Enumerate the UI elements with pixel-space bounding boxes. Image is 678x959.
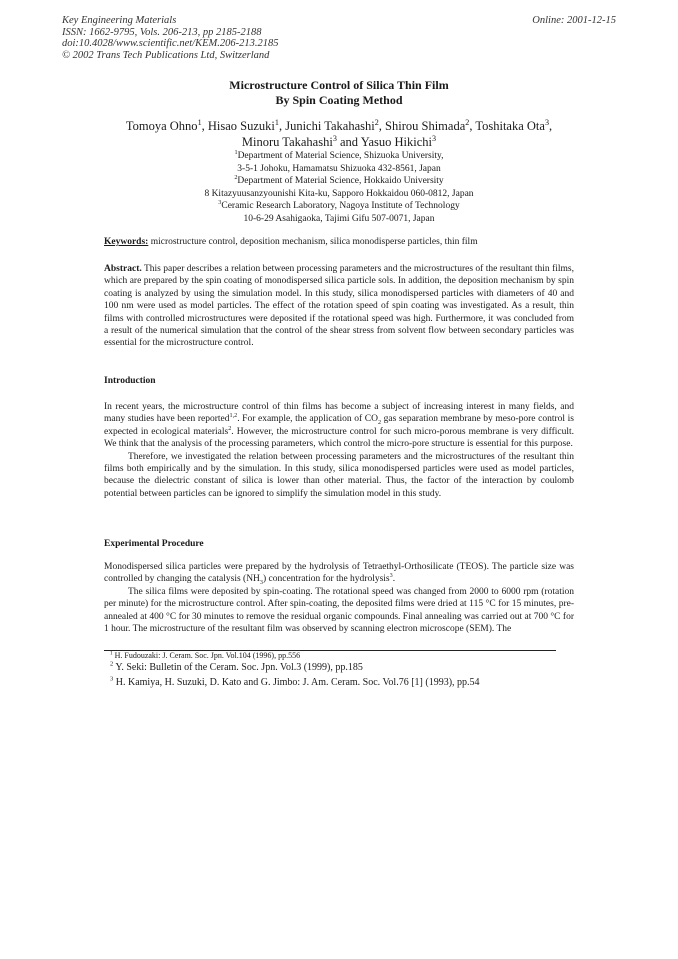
title-line-2: By Spin Coating Method: [275, 92, 403, 107]
keywords-text: microstructure control, deposition mechanism, silica monodisperse particles, thin film: [148, 237, 478, 247]
author: Minoru Takahashi$^3$ and: [241, 133, 361, 149]
journal-name: Key Engineering Materials: [62, 15, 177, 26]
abstract-label: Abstract.: [104, 264, 142, 274]
author: Junichi Takahashi$^2$,: [285, 117, 386, 133]
affiliation-3-address: 10-6-29 Asahigaoka, Tajimi Gifu 507-0071, Japan: [243, 213, 435, 224]
exp-paragraph-1: Monodispersed silica particles were prepared by the hydrolysis of Tetraethyl-Orthosilicate (TEOS). The particle size was controlled by changing the catalysis $(NH_3)$ concentration for the hydrolysis$^3$.: [104, 562, 574, 587]
copyright-line: © 2002 Trans Tech Publications Ltd, Switzerland: [62, 49, 270, 61]
issn-line: ISSN: 1662-9795, Vols. 206-213, pp 2185-2188: [62, 26, 262, 38]
author: Yasuo Hikichi$^3$: [360, 133, 437, 149]
intro-paragraph-2: Therefore, we investigated the relation between processing parameters and the microstructures of the resultant thin films both empirically and by the simulation. In this study, silica monodispersed particles were used as model particles, because the dielectric constant of silica is lower than other material. Thus, the factor of the interaction by coulomb potential between particles can be ignored to simplify the simulation model in this study.: [104, 451, 574, 499]
author: Shirou Shimada$^2$,: [385, 117, 476, 133]
affiliation-2-address: 8 Kitazyuusanzyounishi Kita-ku, Sapporo Hokkaidou 060-0812, Japan: [204, 188, 474, 199]
keywords: [104, 237, 574, 247]
title-line-1: Microstructure Control of Silica Thin Film: [229, 78, 449, 92]
introduction-body: [104, 401, 574, 500]
affiliation-2: $^2$Department of Material Science, Hokkaido University: [234, 174, 444, 186]
footnote-3: $^3$ H. Kamiya, H. Suzuki, D. Kato and G. Jimbo: J. Am. Ceram. Soc. Vol.76 [1] (1993), pp.54: [110, 675, 480, 688]
intro-paragraph-1: In recent years, the microstructure control of thin films has become a subject of increasing interest in many fields, and many studies have been reported$^{1,2}$. For example, the application of $CO_2$ gas separation membrane by meso-pore control is expected in ecological materials$^2$. However, the microstructure control for such micro-porous membrane is very difficult. We think that the analysis of the processing parameters, which control the micro-pore structure is essential for this purpose.: [104, 402, 574, 450]
author: Toshitaka Ota$^3$,: [475, 117, 553, 133]
footnote-1: $^1$ H. Fudouzaki: J. Ceram. Soc. Jpn. Vol.104 (1996), pp.556: [110, 650, 301, 660]
abstract-text: This paper describes a relation between processing parameters and the microstructures of the resultant thin films, which are prepared by the spin coating of monodispersed silica particle sols. In addition, the deposition mechanism by spin coating is analyzed by using the simulation model. In this study, silica monodispersed particles with diameters of 40 and 100 nm were used as model particles. The effect of the rotation speed of spin coating was investigated. As a result, thin films with controlled microstructures were deposited if the rotational speed was high. Furthermore, it was concluded from a result of the numerical simulation that the control of the shear stress from solvent flow between secondary particles was essential for the microstructure control.: [104, 264, 574, 349]
doi-line: doi:10.4028/www.scientific.net/KEM.206-213.2185: [62, 38, 279, 49]
author-list: [100, 119, 578, 150]
exp-paragraph-2: The silica films were deposited by spin-coating. The rotational speed was changed from 2000 to 6000 rpm (rotation per minute) for the microstructure control. After spin-coating, the deposited films were dried at 115 °C for 15 minutes, pre-annealed at 400 °C for 30 minutes to remove the residual organic compounds. Final annealing was carried out at 700 °C for 1 hour. The microstructure of the resultant film was observed by scanning electron microscope (SEM). The: [104, 586, 574, 635]
author: Tomoya Ohno$^1$,: [125, 117, 208, 133]
experimental-heading: Experimental Procedure: [104, 539, 204, 549]
affiliations: [100, 150, 578, 225]
abstract: [104, 263, 574, 350]
keywords-label: Keywords:: [104, 237, 149, 247]
affiliation-1-address: 3-5-1 Johoku, Hamamatsu Shizuoka 432-8561, Japan: [237, 163, 441, 174]
experimental-body: [104, 561, 574, 635]
affiliation-1: $^1$Department of Material Science, Shizuoka University,: [234, 149, 444, 161]
online-date: Online: 2001-12-15: [532, 15, 616, 26]
affiliation-3: $^3$Ceramic Research Laboratory, Nagoya Institute of Technology: [218, 199, 460, 211]
journal-header: [62, 15, 279, 61]
paper-title: [0, 78, 678, 107]
author: Hisao Suzuki$^1$,: [207, 117, 286, 133]
introduction-heading: Introduction: [104, 376, 156, 386]
footnote-2: $^2$ Y. Seki: Bulletin of the Ceram. Soc. Jpn. Vol.3 (1999), pp.185: [110, 660, 363, 673]
